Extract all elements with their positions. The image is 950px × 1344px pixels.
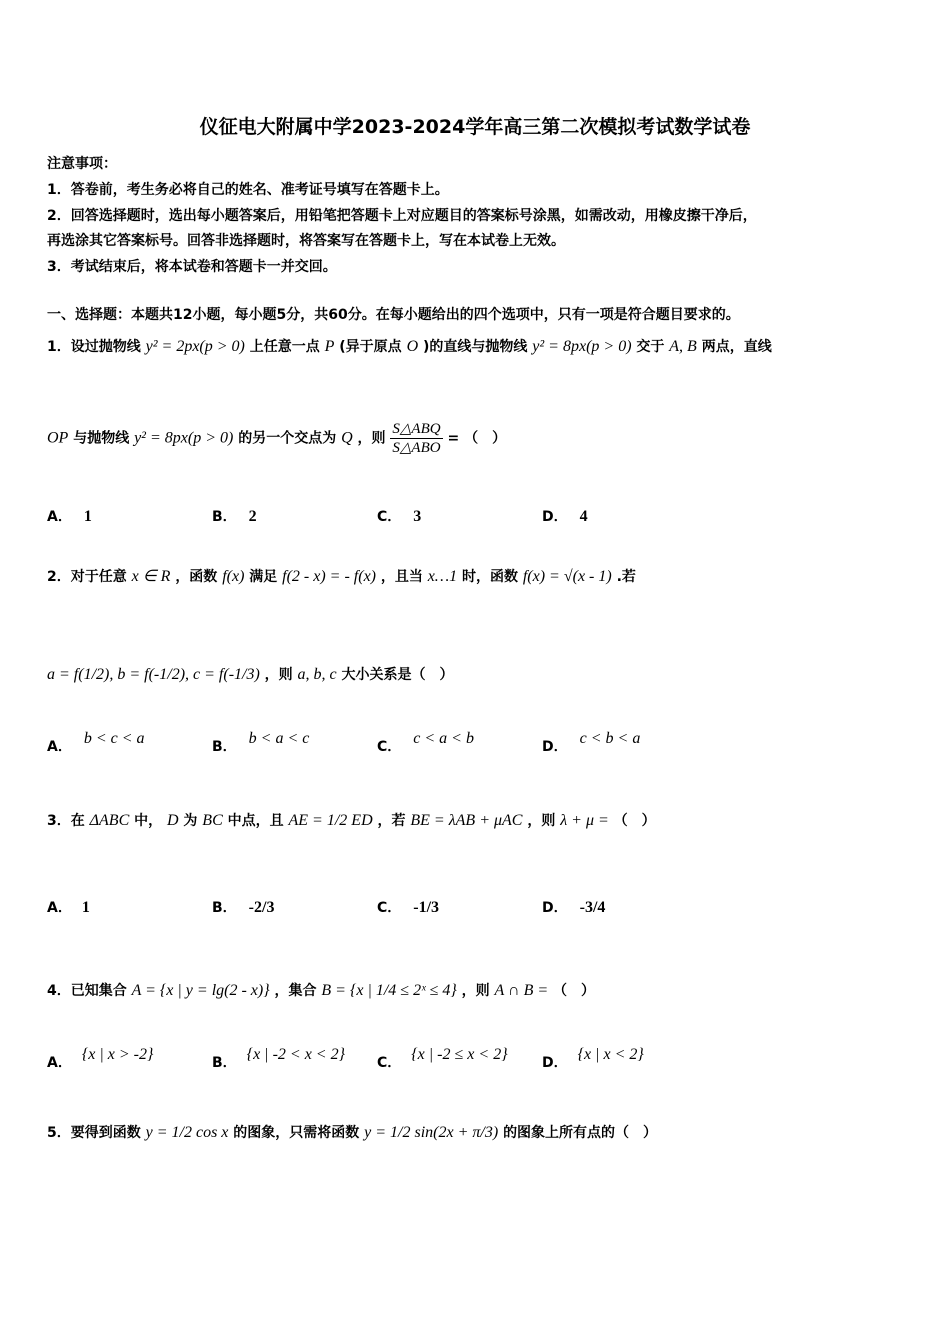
option-label: C．	[377, 900, 402, 916]
q2-math: f(x) = √(x - 1)	[522, 568, 612, 585]
q2-math: x ∈ R	[131, 568, 171, 585]
q2-text: ，则	[264, 667, 293, 683]
q5-math: y = 1/2 sin(2x + π/3)	[364, 1124, 499, 1141]
question-2-line-1	[47, 566, 636, 586]
q3-text: 3．在	[47, 813, 85, 829]
question-2-line-2	[47, 664, 454, 684]
option-c[interactable]	[377, 730, 474, 756]
q5-text: 的图象上所有点的（ ）	[503, 1125, 658, 1141]
option-c[interactable]	[377, 506, 421, 526]
option-label: C．	[377, 1055, 402, 1071]
q1-text: 的另一个交点为	[238, 430, 337, 447]
option-c[interactable]	[377, 1046, 508, 1072]
notice-item: 3．考试结束后，将本试卷和答题卡一并交回。	[47, 259, 337, 275]
option-b[interactable]	[212, 1046, 345, 1072]
fraction-numerator: S△ABQ	[392, 421, 441, 437]
q1-math: y² = 2px(p > 0)	[145, 338, 245, 355]
q3-math: BC	[202, 812, 223, 829]
option-d[interactable]	[542, 730, 641, 756]
option-a[interactable]	[47, 506, 92, 526]
q4-text: （ ）	[553, 983, 596, 999]
q2-text: ，函数	[175, 569, 218, 585]
q4-math: B = {x | 1/4 ≤ 2ˣ ≤ 4}	[321, 982, 457, 999]
option-b[interactable]	[212, 897, 274, 917]
option-value: -2/3	[248, 899, 275, 916]
option-label: A．	[47, 739, 72, 755]
option-label: B．	[212, 900, 237, 916]
question-3	[47, 810, 656, 830]
option-b[interactable]	[212, 506, 257, 526]
q3-text: 中点，且	[227, 813, 284, 829]
option-value: {x | x > -2}	[81, 1046, 154, 1063]
q2-text: 2．对于任意	[47, 569, 127, 585]
option-d[interactable]	[542, 1046, 644, 1072]
option-label: B．	[212, 1055, 237, 1071]
q3-text: 为	[183, 813, 198, 829]
q3-math: λ + μ =	[560, 812, 609, 829]
q1-text: = （ ）	[447, 430, 507, 447]
q1-text: 与抛物线	[73, 430, 130, 447]
option-label: D．	[542, 739, 568, 755]
section-heading: 一、选择题：本题共12小题，每小题5分，共60分。在每小题给出的四个选项中，只有一项是符合题目要求的。	[47, 307, 740, 323]
q2-text: 时，函数	[461, 569, 518, 585]
option-label: A．	[47, 1055, 72, 1071]
option-a[interactable]	[47, 897, 90, 917]
option-value: {x | -2 ≤ x < 2}	[411, 1046, 508, 1063]
option-value: c < a < b	[413, 730, 474, 747]
q4-text: ，则	[461, 983, 490, 999]
option-value: c < b < a	[579, 730, 641, 747]
q3-text: ，则	[527, 813, 556, 829]
q1-text: 交于	[636, 339, 665, 355]
notice-heading: 注意事项：	[47, 156, 117, 172]
q1-math: y² = 8px(p > 0)	[134, 429, 234, 447]
q4-math: A ∩ B =	[494, 982, 549, 999]
option-label: C．	[377, 509, 402, 525]
option-value: 4	[579, 508, 588, 525]
q5-text: 的图象，只需将函数	[233, 1125, 360, 1141]
q4-text: ，集合	[274, 983, 317, 999]
q1-area-ratio	[390, 420, 442, 457]
q1-math: Q	[341, 429, 353, 447]
q3-text: （ ）	[613, 813, 656, 829]
q1-text: (异于原点	[339, 339, 402, 355]
option-c[interactable]	[377, 897, 439, 917]
option-label: C．	[377, 739, 402, 755]
q5-math: y = 1/2 cos x	[145, 1124, 229, 1141]
option-d[interactable]	[542, 897, 605, 917]
q1-text: )的直线与抛物线	[423, 339, 528, 355]
notice-item: 再选涂其它答案标号。回答非选择题时，将答案写在答题卡上，写在本试卷上无效。	[47, 233, 565, 249]
option-value: {x | -2 < x < 2}	[246, 1046, 345, 1063]
q2-math: a = f(1/2), b = f(-1/2), c = f(-1/3)	[47, 666, 260, 683]
q1-text: 1．设过抛物线	[47, 339, 141, 355]
q1-math: OP	[47, 429, 69, 447]
q2-math: f(x)	[222, 568, 245, 585]
question-1-line-1	[47, 336, 772, 356]
option-label: A．	[47, 900, 72, 916]
option-value: 2	[248, 508, 257, 525]
q2-text: 满足	[249, 569, 278, 585]
option-b[interactable]	[212, 730, 310, 756]
q1-math: P	[324, 338, 335, 355]
q5-text: 5．要得到函数	[47, 1125, 141, 1141]
question-1-line-2	[47, 420, 506, 457]
q1-text: 上任意一点	[249, 339, 320, 355]
option-value: 3	[413, 508, 422, 525]
q2-math: f(2 - x) = - f(x)	[282, 568, 376, 585]
option-value: b < a < c	[248, 730, 310, 747]
page-title: 仪征电大附属中学2023-2024学年高三第二次模拟考试数学试卷	[199, 116, 751, 138]
q4-text: 4．已知集合	[47, 983, 127, 999]
option-value: -1/3	[413, 899, 440, 916]
q3-math: AE = 1/2 ED	[288, 812, 373, 829]
option-a[interactable]	[47, 730, 145, 756]
q1-math: O	[406, 338, 419, 355]
q2-text: 大小关系是（ ）	[341, 667, 454, 683]
question-5	[47, 1122, 657, 1142]
q2-text: ，且当	[380, 569, 423, 585]
q3-text: 中，	[134, 813, 163, 829]
q2-math: a, b, c	[297, 666, 337, 683]
option-label: D．	[542, 1055, 568, 1071]
option-label: D．	[542, 900, 568, 916]
notice-item: 2．回答选择题时，选出每小题答案后，用铅笔把答题卡上对应题目的答案标号涂黑，如需改动，用橡皮擦干净后，	[47, 208, 757, 224]
q1-text: ，则	[357, 430, 386, 447]
q1-text: 两点，直线	[701, 339, 772, 355]
option-label: B．	[212, 509, 237, 525]
fraction-denominator: S△ABO	[392, 440, 441, 456]
option-a[interactable]	[47, 1046, 154, 1072]
q3-math: BE = λAB + μAC	[410, 812, 523, 829]
option-label: B．	[212, 739, 237, 755]
option-d[interactable]	[542, 506, 588, 526]
option-value: 1	[83, 508, 92, 525]
option-label: D．	[542, 509, 568, 525]
q2-math: x…1	[427, 568, 458, 585]
option-value: -3/4	[579, 899, 606, 916]
q4-math: A = {x | y = lg(2 - x)}	[131, 982, 270, 999]
q3-math: D	[166, 812, 179, 829]
q1-math: y² = 8px(p > 0)	[532, 338, 632, 355]
q1-math: A, B	[669, 338, 697, 355]
notice-item: 1．答卷前，考生务必将自己的姓名、准考证号填写在答题卡上。	[47, 182, 449, 198]
q3-math: ΔABC	[89, 812, 130, 829]
option-value: b < c < a	[83, 730, 145, 747]
q3-text: ，若	[377, 813, 406, 829]
question-4	[47, 980, 595, 1000]
option-value: 1	[81, 899, 90, 916]
option-label: A．	[47, 509, 72, 525]
option-value: {x | x < 2}	[577, 1046, 644, 1063]
q2-text: .若	[616, 569, 636, 585]
